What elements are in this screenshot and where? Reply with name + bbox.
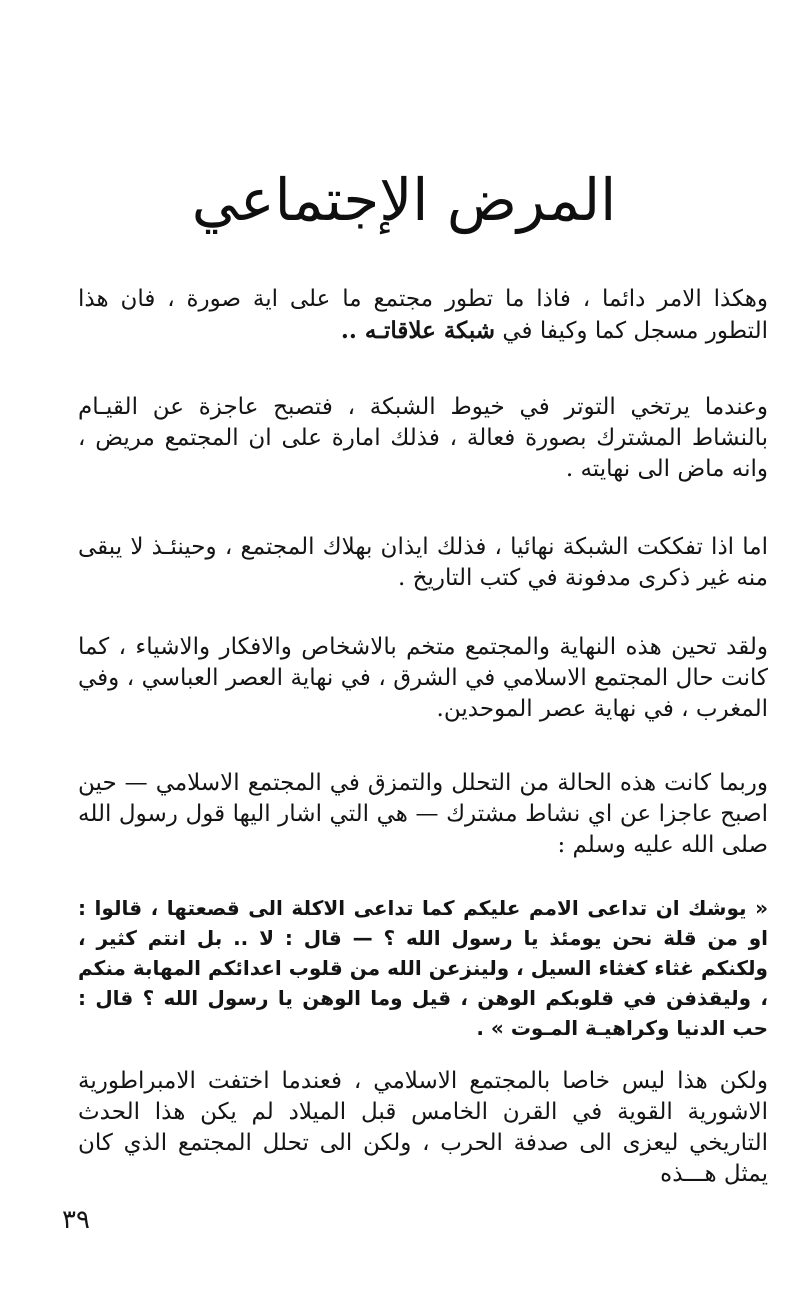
paragraph-1-text: وهكذا الامر دائما ، فاذا ما تطور مجتمع ما على اية صورة ، فان هذا التطور مسجل كما وكيفا في [78, 286, 768, 344]
paragraph-6: ولكن هذا ليس خاصا بالمجتمع الاسلامي ، فعندما اختفت الامبراطورية الاشورية القوية في القرن الخامس قبل الميلاد لم يكن هذا الحدث التاريخي ليعزى الى صدفة الحرب ، ولكن الى تحلل المجتمع الذي كان يمثل هـــذه [78, 1068, 768, 1187]
paragraph-1 [78, 284, 768, 347]
paragraph-4: ولقد تحين هذه النهاية والمجتمع متخم بالاشخاص والافكار والاشياء ، كما كانت حال المجتمع الاسلامي في الشرق ، في نهاية العصر العباسي ، وفي المغرب ، في نهاية عصر الموحدين. [78, 634, 768, 722]
hadith-quote: « يوشك ان تداعى الامم عليكم كما تداعى الاكلة الى قصعتها ، قالوا : او من قلة نحن يومئذ يا رسول الله ؟ — قال : لا .. بل انتم كثير ، ولكنكم غثاء كغثاء السيل ، ولينزعن الله من قلوب اعدائكم المهابة منكم ، وليقذفن في قلوبكم الوهن ، قيل وما الوهن يا رسول الله ؟ قال : حب الدنيا وكراهيـة المـوت » . [78, 896, 768, 1040]
paragraph-5: وربما كانت هذه الحالة من التحلل والتمزق في المجتمع الاسلامي — حين اصبح عاجزا عن اي نشاط مشترك — هي التي اشار اليها قول رسول الله صلى الله عليه وسلم : [78, 770, 768, 858]
chapter-title: المرض الإجتماعي [191, 166, 617, 234]
page-number: ٣٩ [62, 1205, 90, 1235]
paragraph-1-bold-phrase: شبكة علاقاتـه .. [340, 317, 496, 344]
paragraph-3: اما اذا تفككت الشبكة نهائيا ، فذلك ايذان بهلاك المجتمع ، وحينئـذ لا يبقى منه غير ذكرى مدفونة في كتب التاريخ . [78, 534, 768, 591]
paragraph-2: وعندما يرتخي التوتر في خيوط الشبكة ، فتصبح عاجزة عن القيـام بالنشاط المشترك بصورة فعالة ، فذلك امارة على ان المجتمع مريض ، وانه ماض الى نهايته . [78, 394, 768, 482]
